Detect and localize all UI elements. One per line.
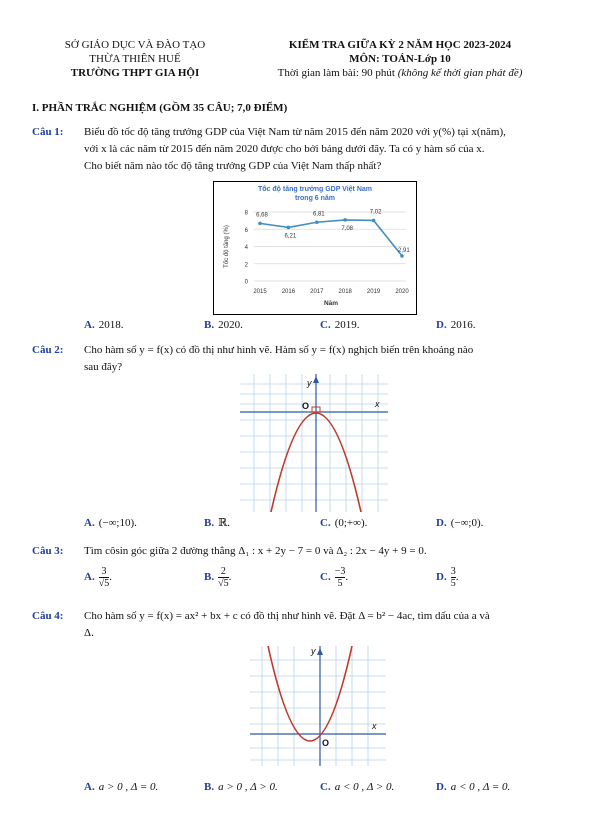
y-arrow-icon xyxy=(317,648,323,655)
q1-option-a[interactable] xyxy=(84,318,123,332)
data-point xyxy=(315,220,319,224)
question-2 xyxy=(32,342,554,376)
x-axis-label: Năm xyxy=(323,300,339,307)
question-label: Câu 3: xyxy=(32,545,64,557)
data-label: 6,21 xyxy=(284,233,297,240)
question-text-line: Tìm côsin góc giữa 2 đường thẳng Δ₁ : x + 2y − 7 = 0 và Δ₂ : 2x − 4y + 9 = 0. xyxy=(84,545,427,557)
x-tick-label: 2016 xyxy=(281,289,296,295)
option-letter: A. xyxy=(84,319,95,331)
grid xyxy=(240,374,388,512)
q3-option-c[interactable]: C. $\frac{-3}{5}$ . xyxy=(320,566,349,589)
denominator: 5 xyxy=(450,578,456,589)
subject-line: MÔN: TOÁN-Lớp 10 xyxy=(349,53,451,65)
option-letter: B. xyxy=(204,781,215,793)
option-letter: C. xyxy=(320,781,331,793)
section-title: I. PHẦN TRẮC NGHIỆM (GỒM 35 CÂU; 7,0 ĐIỂM) xyxy=(32,102,288,114)
department-line: SỞ GIÁO DỤC VÀ ĐÀO TẠO xyxy=(64,39,206,51)
option-text: a > 0 , Δ = 0. xyxy=(98,781,159,793)
question-label: Câu 1: xyxy=(32,126,64,138)
question-4 xyxy=(32,608,554,642)
data-point xyxy=(372,219,376,223)
question-text-line: Cho hàm số y = f(x) = ax² + bx + c có đồ thị như hình vẽ. Đặt Δ = b² − 4ac, tìm dấu của a và xyxy=(84,610,490,622)
y-label: y xyxy=(311,646,316,656)
question-text-line: Δ. xyxy=(84,627,94,639)
school-header xyxy=(40,38,230,80)
denominator: 5 xyxy=(335,577,346,589)
option-letter: D. xyxy=(436,781,447,793)
q1-option-d[interactable] xyxy=(436,318,475,332)
q4-option-c[interactable] xyxy=(320,780,394,794)
x-label: x xyxy=(375,399,380,409)
fraction xyxy=(99,566,110,589)
data-label: 7,08 xyxy=(341,225,354,232)
data-label: 6,81 xyxy=(312,211,325,218)
numerator: 3 xyxy=(450,566,456,577)
x-tick-label: 2017 xyxy=(310,289,324,295)
option-text: (0;+∞). xyxy=(334,517,368,529)
x-tick-label: 2015 xyxy=(253,289,267,295)
option-letter: C. xyxy=(320,571,331,584)
q2-option-b[interactable] xyxy=(204,516,230,530)
q1-option-c[interactable] xyxy=(320,318,359,332)
option-letter: D. xyxy=(436,571,447,584)
school-name: TRƯỜNG THPT GIA HỘI xyxy=(70,67,200,79)
question-text-line: sau đây? xyxy=(84,361,123,373)
y-label: y xyxy=(307,378,312,388)
option-text: 2020. xyxy=(218,319,243,331)
time-line xyxy=(250,66,550,80)
x-tick-label: 2018 xyxy=(338,289,352,295)
chart-subtitle: trong 6 năm xyxy=(294,195,336,202)
fraction xyxy=(335,566,346,589)
option-text: 2018. xyxy=(98,319,124,331)
numerator: 2 xyxy=(220,566,226,577)
fraction xyxy=(218,566,229,589)
option-letter: A. xyxy=(84,781,95,793)
x-tick-label: 2020 xyxy=(395,289,409,295)
q1-option-b[interactable] xyxy=(204,318,243,332)
data-label: 7,02 xyxy=(369,209,382,216)
option-letter: C. xyxy=(320,319,331,331)
gdp-chart xyxy=(213,181,417,315)
question-3 xyxy=(32,543,554,560)
grid xyxy=(250,646,386,766)
data-point xyxy=(287,226,291,230)
y-axis-label: Tốc độ tăng (%) xyxy=(224,225,230,268)
question-text-line: Cho biết năm nào tốc độ tăng trưởng GDP của Việt Nam thấp nhất? xyxy=(84,160,382,172)
option-text: a > 0 , Δ > 0. xyxy=(218,781,278,793)
q2-graph xyxy=(240,374,388,512)
chart-plot xyxy=(214,182,416,314)
y-arrow-icon xyxy=(313,376,319,383)
option-text: a < 0 , Δ = 0. xyxy=(450,781,511,793)
option-text: (−∞;0). xyxy=(450,517,484,529)
option-text: (−∞;10). xyxy=(98,517,137,529)
option-text: 2019. xyxy=(334,319,360,331)
fraction xyxy=(451,566,456,589)
x-label: x xyxy=(372,721,377,731)
denominator: √5 xyxy=(98,578,110,589)
series-line xyxy=(260,220,402,256)
q3-option-a[interactable]: A. $\frac{3}{√5}$ . xyxy=(84,566,112,589)
question-label: Câu 4: xyxy=(32,610,64,622)
y-tick-label: 8 xyxy=(244,210,248,217)
question-text-line: với x là các năm từ 2015 đến năm 2020 được cho bởi bảng dưới đây. Ta có y hàm số của x. xyxy=(84,143,485,155)
option-letter: A. xyxy=(84,571,95,584)
exam-title: KIỂM TRA GIỮA KỲ 2 NĂM HỌC 2023-2024 xyxy=(288,39,512,51)
q3-option-b[interactable]: B. $\frac{2}{√5}$ . xyxy=(204,566,232,589)
q2-option-d[interactable] xyxy=(436,516,483,530)
q4-option-a[interactable] xyxy=(84,780,158,794)
data-point xyxy=(258,222,262,226)
origin-label: O xyxy=(322,738,330,748)
y-tick-label: 4 xyxy=(244,245,248,251)
q4-option-b[interactable] xyxy=(204,780,278,794)
y-tick-label: 0 xyxy=(244,279,248,286)
numerator: −3 xyxy=(334,566,346,577)
data-point xyxy=(400,254,404,258)
option-letter: B. xyxy=(204,571,215,584)
data-label: 6,68 xyxy=(256,212,268,219)
option-text: ℝ. xyxy=(218,517,230,529)
data-label: 2,91 xyxy=(398,247,410,254)
question-1 xyxy=(32,124,554,175)
option-letter: B. xyxy=(204,319,215,331)
option-letter: B. xyxy=(204,517,215,529)
x-tick-label: 2019 xyxy=(366,289,381,295)
q2-option-a[interactable] xyxy=(84,516,137,530)
question-text-line: Cho hàm số y = f(x) có đồ thị như hình vẽ. Hàm số y = f(x) nghịch biến trên khoảng nào xyxy=(84,344,474,356)
q4-option-d[interactable] xyxy=(436,780,510,794)
province-line: THỪA THIÊN HUẾ xyxy=(89,53,181,65)
option-letter: D. xyxy=(436,319,447,331)
q3-option-d[interactable]: D. $\frac{3}{5}$ . xyxy=(436,566,459,589)
time-note: (không kể thời gian phát đề) xyxy=(397,67,523,79)
option-text: 2016. xyxy=(450,319,476,331)
data-point xyxy=(343,218,347,222)
y-tick-label: 2 xyxy=(244,262,248,269)
option-text: a < 0 , Δ > 0. xyxy=(334,781,395,793)
time-text: Thời gian làm bài: 90 phút xyxy=(277,67,398,79)
option-letter: A. xyxy=(84,517,95,529)
chart-title: Tốc độ tăng trưởng GDP Việt Nam xyxy=(257,186,373,193)
q4-graph xyxy=(250,646,386,766)
q2-option-c[interactable] xyxy=(320,516,367,530)
exam-header xyxy=(250,38,550,80)
denominator: √5 xyxy=(218,578,229,589)
option-letter: C. xyxy=(320,517,331,529)
option-letter: D. xyxy=(436,517,447,529)
question-label: Câu 2: xyxy=(32,344,64,356)
question-text-line: Biểu đồ tốc độ tăng trưởng GDP của Việt Nam từ năm 2015 đến năm 2020 với y(%) tại x(năm), xyxy=(84,126,506,138)
origin-label: O xyxy=(302,401,310,411)
numerator: 3 xyxy=(101,566,107,577)
y-tick-label: 6 xyxy=(244,227,248,234)
